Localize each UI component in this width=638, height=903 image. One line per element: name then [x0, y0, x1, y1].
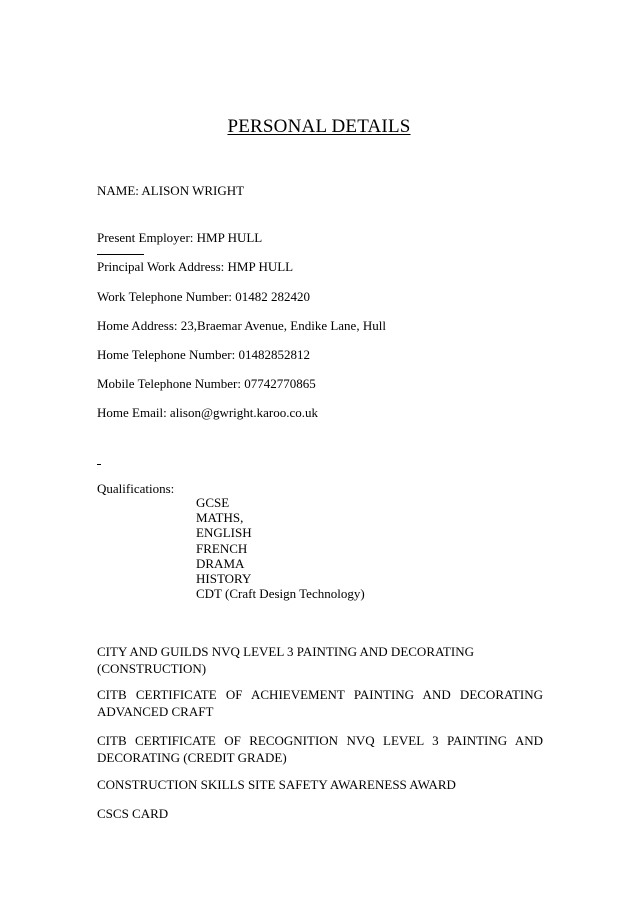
work-phone-line: Work Telephone Number: 01482 282420 — [97, 289, 310, 304]
certificate-item: CITB CERTIFICATE OF RECOGNITION NVQ LEVEL 3 PAINTING AND DECORATING (CREDIT GRADE) — [97, 733, 543, 765]
qualifications-label: Qualifications: — [97, 481, 175, 496]
certificate-item: CSCS CARD — [97, 806, 169, 821]
list-item: FRENCH — [196, 540, 248, 556]
mobile-phone-line: Mobile Telephone Number: 07742770865 — [97, 376, 316, 391]
list-item: DRAMA — [196, 555, 245, 571]
list-item: MATHS, — [196, 510, 244, 526]
name-line: NAME: ALISON WRIGHT — [97, 183, 245, 198]
home-phone-line: Home Telephone Number: 01482852812 — [97, 347, 310, 362]
underline-rule — [97, 254, 144, 255]
dash-mark — [97, 464, 101, 465]
certificate-item: CITY AND GUILDS NVQ LEVEL 3 PAINTING AND DECORATING (CONSTRUCTION) — [97, 644, 474, 676]
list-item: CDT (Craft Design Technology) — [196, 586, 365, 602]
home-address-line: Home Address: 23,Braemar Avenue, Endike Lane, Hull — [97, 318, 386, 333]
qualifications-list — [196, 495, 365, 601]
list-item: GCSE — [196, 495, 230, 510]
email-line: Home Email: alison@gwright.karoo.co.uk — [97, 405, 319, 420]
list-item: ENGLISH — [196, 525, 252, 541]
certificate-item: CONSTRUCTION SKILLS SITE SAFETY AWARENESS AWARD — [97, 777, 456, 792]
employer-line: Present Employer: HMP HULL — [97, 230, 263, 245]
certificate-item: CITB CERTIFICATE OF ACHIEVEMENT PAINTING AND DECORATING ADVANCED CRAFT — [97, 687, 543, 719]
work-address-line: Principal Work Address: HMP HULL — [97, 259, 294, 274]
page-title: PERSONAL DETAILS — [227, 116, 411, 137]
list-item: HISTORY — [196, 571, 252, 587]
